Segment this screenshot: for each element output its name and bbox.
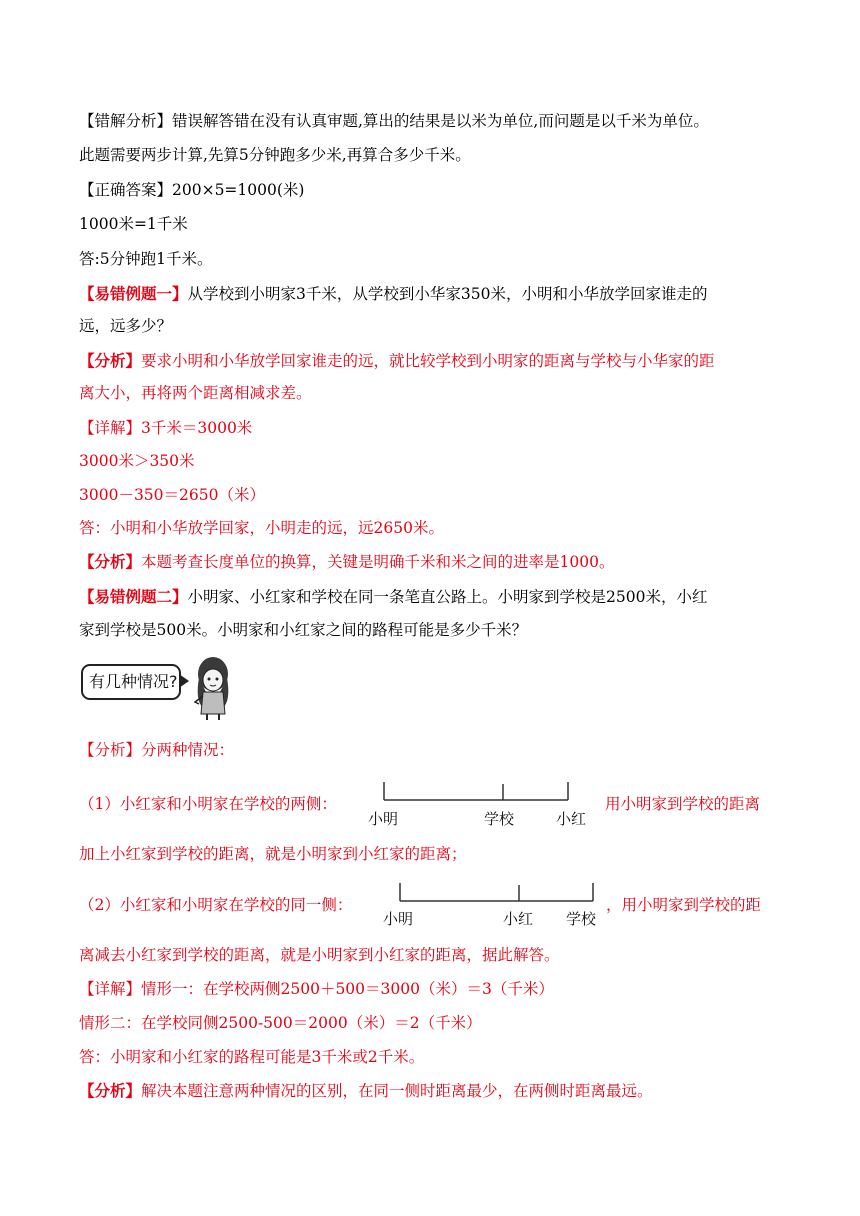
correct-answer-line: 【正确答案】200×5=1000(米) [79,181,305,199]
example-one-tag: 【易错例题一】 [79,284,188,303]
case-two-method-2: 离减去小红家到学校的距离，就是小明家到小红家的距离，据此解答。 [79,946,560,964]
detail-one-3: 3000－350＝2650（米） [79,486,265,504]
analysis-two [79,552,789,572]
detail-two-3: 答：小明家和小红家的路程可能是3千米或2千米。 [79,1048,425,1066]
error-analysis-line: 【错解分析】错误解答错在没有认真审题,算出的结果是以米为单位,而问题是以千米为单位。 [79,112,709,130]
analysis-two-text: 本题考查长度单位的换算，关键是明确千米和米之间的进率是1000。 [141,553,615,571]
conversion-line: 1000米=1千米 [79,215,188,233]
hint-illustration [79,654,239,720]
example-one-question [79,284,789,304]
label-school-2: 学校 [566,910,597,928]
analysis-four-tag: 【分析】 [79,1081,142,1100]
example-two-text: 小明家、小红家和学校在同一条笔直公路上。小明家到学校是2500米，小红 [187,588,708,606]
label-xiaohong: 小红 [556,810,587,828]
case-two-intro: （2）小红家和小明家在学校的同一侧： [79,896,353,914]
example-two-question-2: 家到学校是500米。小明家和小红家之间的路程可能是多少千米？ [79,621,528,639]
case-one-method: 用小明家到学校的距离 [605,795,761,813]
analysis-one-tag: 【分析】 [79,351,142,370]
label-xiaoming-2: 小明 [383,910,414,928]
analysis-one [79,351,789,371]
speech-bubble: 有几种情况? [81,664,181,700]
example-two-question [79,587,789,607]
detail-one-2: 3000米＞350米 [79,452,195,470]
number-line-diagram-two [383,880,606,930]
analysis-one-text: 要求小明和小华放学回家谁走的远，就比较学校到小明家的距离与学校与小华家的距 [141,352,715,370]
label-xiaohong-2: 小红 [503,910,534,928]
label-school: 学校 [484,810,515,828]
number-line-one [380,780,580,830]
girl-thinking-icon [187,654,237,720]
label-xiaoming: 小明 [368,810,399,828]
analysis-four [79,1081,789,1101]
case-one-intro: （1）小红家和小明家在学校的两侧： [79,795,337,813]
analysis-three: 【分析】分两种情况： [79,741,235,759]
detail-two-1: 【详解】情形一：在学校两侧2500＋500＝3000（米）＝3（千米） [79,980,554,998]
example-one-text: 从学校到小明家3千米，从学校到小华家350米，小明和小华放学回家谁走的 [187,285,708,303]
analysis-one-2: 离大小，再将两个距离相减求差。 [79,384,312,402]
detail-one-1: 【详解】3千米＝3000米 [79,419,253,437]
example-two-tag: 【易错例题二】 [79,587,188,606]
answer-line: 答:5分钟跑1千米。 [79,250,213,268]
example-one-question-2: 远，远多少？ [79,317,173,335]
case-one-method-2: 加上小红家到学校的距离，就是小明家到小红家的距离； [79,845,467,863]
detail-one-4: 答：小明和小华放学回家，小明走的远，远2650米。 [79,519,444,537]
detail-two-2: 情形二：在学校同侧2500-500＝2000（米）＝2（千米） [79,1014,482,1032]
number-line-diagram-one [368,780,587,830]
analysis-two-tag: 【分析】 [79,552,142,571]
error-analysis-line-2: 此题需要两步计算,先算5分钟跑多少米,再算合多少千米。 [79,146,471,164]
case-two-method: ，用小明家到学校的距 [606,896,762,914]
analysis-four-text: 解决本题注意两种情况的区别，在同一侧时距离最少，在两侧时距离最远。 [141,1082,653,1100]
